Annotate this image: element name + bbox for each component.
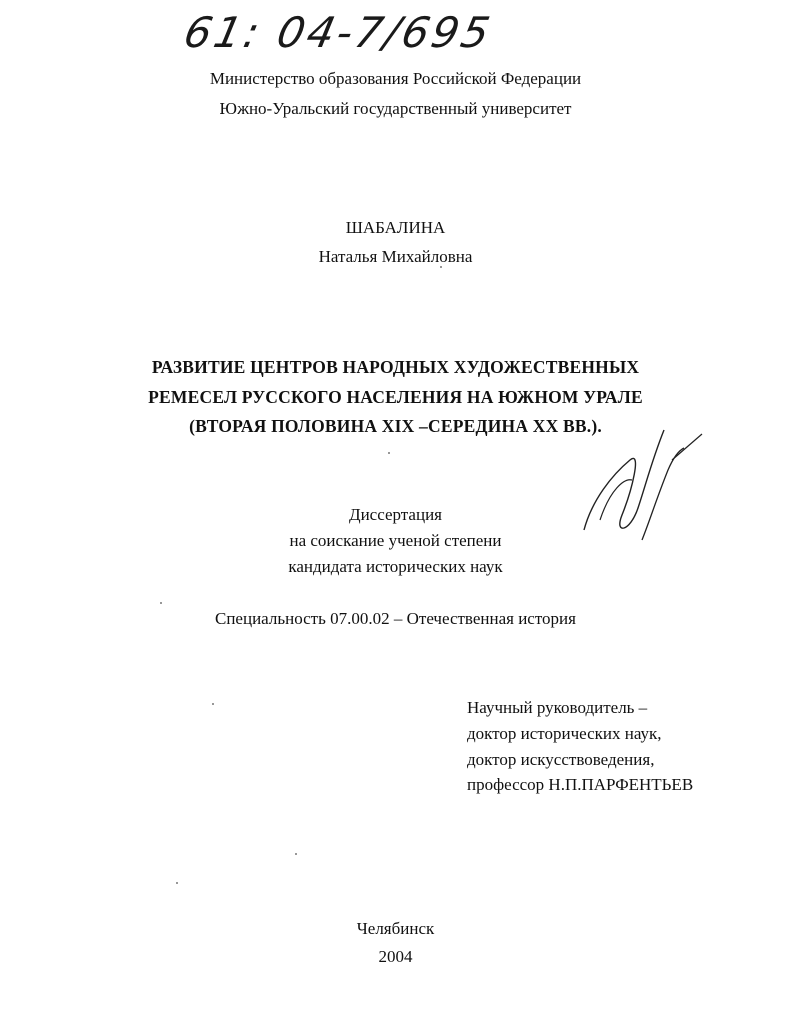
handwritten-archive-number: 61: 04-7/695: [179, 8, 497, 57]
degree-line-1: Диссертация: [348, 505, 442, 524]
author-name: Наталья Михайловна: [318, 247, 473, 266]
university-line: Южно-Уральский государственный университет: [219, 99, 572, 118]
scan-speck: [440, 266, 442, 268]
author-surname: ШАБАЛИНА: [345, 218, 446, 237]
year-line: 2004: [378, 947, 413, 966]
scan-speck: [388, 452, 390, 454]
title-line-3: (ВТОРАЯ ПОЛОВИНА XIX –СЕРЕДИНА XX ВВ.).: [189, 416, 602, 436]
title-line-1: РАЗВИТИЕ ЦЕНТРОВ НАРОДНЫХ ХУДОЖЕСТВЕННЫХ: [151, 357, 640, 377]
supervisor-line-4: профессор Н.П.ПАРФЕНТЬЕВ: [467, 775, 694, 794]
scan-speck: [160, 602, 162, 604]
degree-line-3: кандидата исторических наук: [288, 557, 503, 576]
title-line-2: РЕМЕСЕЛ РУССКОГО НАСЕЛЕНИЯ НА ЮЖНОМ УРАЛЕ: [148, 387, 643, 407]
supervisor-line-1: Научный руководитель –: [467, 698, 648, 717]
city-line: Челябинск: [356, 919, 435, 938]
degree-line-2: на соискание ученой степени: [289, 531, 502, 550]
scan-speck: [212, 703, 214, 705]
supervisor-line-2: доктор исторических наук,: [467, 724, 662, 743]
scan-speck: [176, 882, 178, 884]
supervisor-line-3: доктор искусствоведения,: [467, 750, 655, 769]
ministry-line: Министерство образования Российской Федерации: [209, 69, 582, 88]
scan-speck: [295, 853, 297, 855]
specialty-line: Специальность 07.00.02 – Отечественная история: [215, 609, 576, 628]
